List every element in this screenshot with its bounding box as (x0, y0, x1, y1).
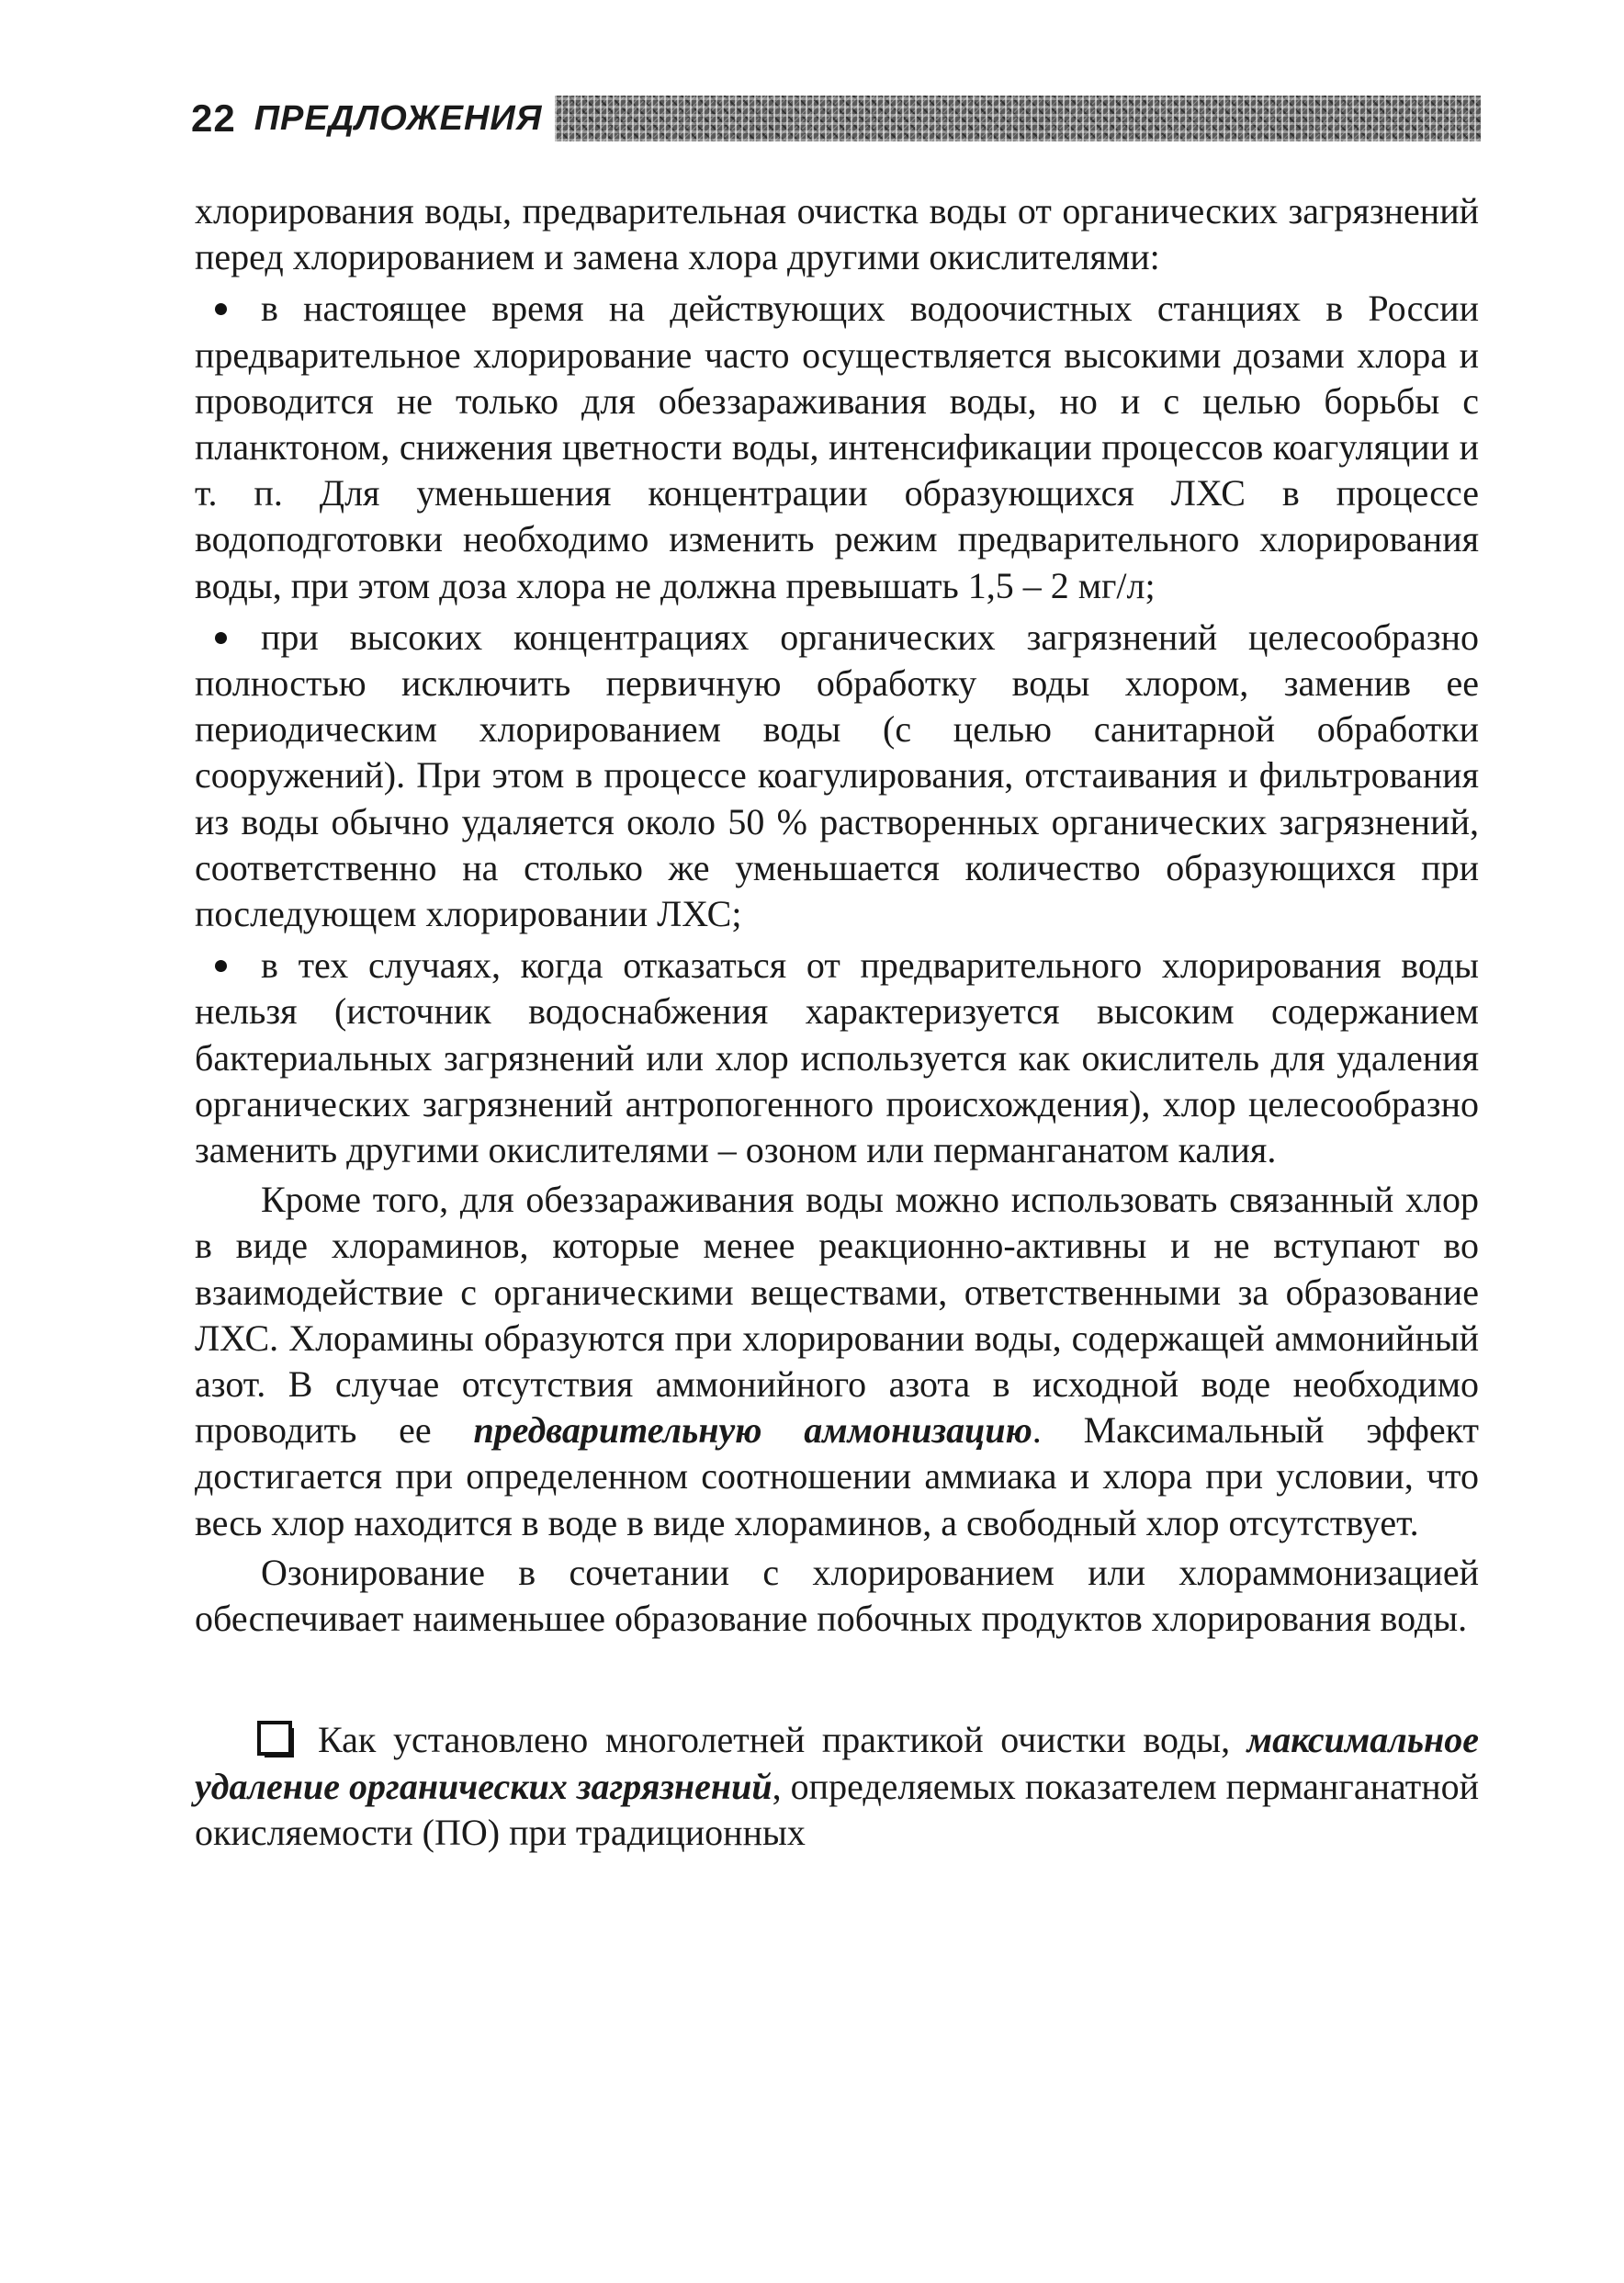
bullet-dot-icon (215, 632, 227, 644)
bullet-dot-icon (215, 303, 227, 315)
paragraph-text: . Максимальный эффект достигается при определенном соотношении аммиака и хлора при условии, что весь хлор находится в воде в виде хлораминов, а свободный хлор отсутствует. (195, 1409, 1480, 1543)
header-decorative-band (555, 96, 1481, 141)
bullet-text: при высоких концентрациях органических загрязнений целесообразно полностью исключить первичную обработку воды хлором, заменив ее периодическим хлорированием воды (с целью санитарной обработки сооружений). При этом в процессе коагулирования, отстаивания и фильтрования из воды обычно удаляется около 50 % растворенных органических загрязнений, соответственно на столько же уменьшается количество образующихся при последующем хлорировании ЛХС; (195, 616, 1479, 935)
page-header (191, 92, 1481, 145)
ozone-paragraph: Озонирование в сочетании с хлорированием или хлораммонизацией обеспечивает наименьшее образование побочных продуктов хлорирования воды. (195, 1551, 1479, 1640)
note-text: , определяемых показателем перманганатной окисляемости (ПО) при традиционных (195, 1765, 1480, 1853)
note-paragraph (195, 1717, 1479, 1856)
bullet-item-3 (195, 943, 1479, 1173)
chloramines-paragraph (195, 1177, 1479, 1546)
section-title: ПРЕДЛОЖЕНИЯ (254, 98, 543, 138)
page-number: 22 (191, 96, 236, 140)
bullet-item-2 (195, 615, 1479, 937)
note-text: Как установлено многолетней практикой очистки воды, (318, 1719, 1247, 1761)
body-text (195, 188, 1479, 1856)
window-note-icon (257, 1721, 298, 1757)
note-emphasis-text: максимальное удаление органических загрязнений (195, 1719, 1479, 1807)
paragraph-text: Кроме того, для обеззараживания воды можно использовать связанный хлор в виде хлораминов, которые менее реакционно-активны и не вступают во взаимодействие с органическими веществами, ответственными за образование ЛХС. Хлорамины образуются при хлорировании воды, содержащей аммонийный азот. В случае отсутствия аммонийного азота в исходной воде необходимо проводить ее (195, 1179, 1479, 1452)
bullet-text: в настоящее время на действующих водоочистных станциях в России предварительное хлорирование часто осуществляется высокими дозами хлора и проводится не только для обеззараживания воды, но и с целью борьбы с планктоном, снижения цветности воды, интенсификации процессов коагуляции и т. п. Для уменьшения концентрации образующихся ЛХС в процессе водоподготовки необходимо изменить режим предварительного хлорирования воды, при этом доза хлора не должна превышать 1,5 – 2 мг/л; (195, 288, 1479, 606)
bullet-text: в тех случаях, когда отказаться от предварительного хлорирования воды нельзя (источник водоснабжения характеризуется высоким содержанием бактериальных загрязнений или хлор используется как окислитель для удаления органических загрязнений антропогенного происхождения), хлор целесообразно заменить другими окислителями – озоном или перманганатом калия. (195, 944, 1479, 1171)
intro-paragraph: хлорирования воды, предварительная очистка воды от органических загрязнений перед хлорированием и замена хлора другими окислителями: (195, 190, 1479, 278)
emphasis-text: предварительную аммонизацию (473, 1409, 1032, 1452)
bullet-item-1 (195, 286, 1479, 608)
bullet-dot-icon (215, 960, 227, 972)
